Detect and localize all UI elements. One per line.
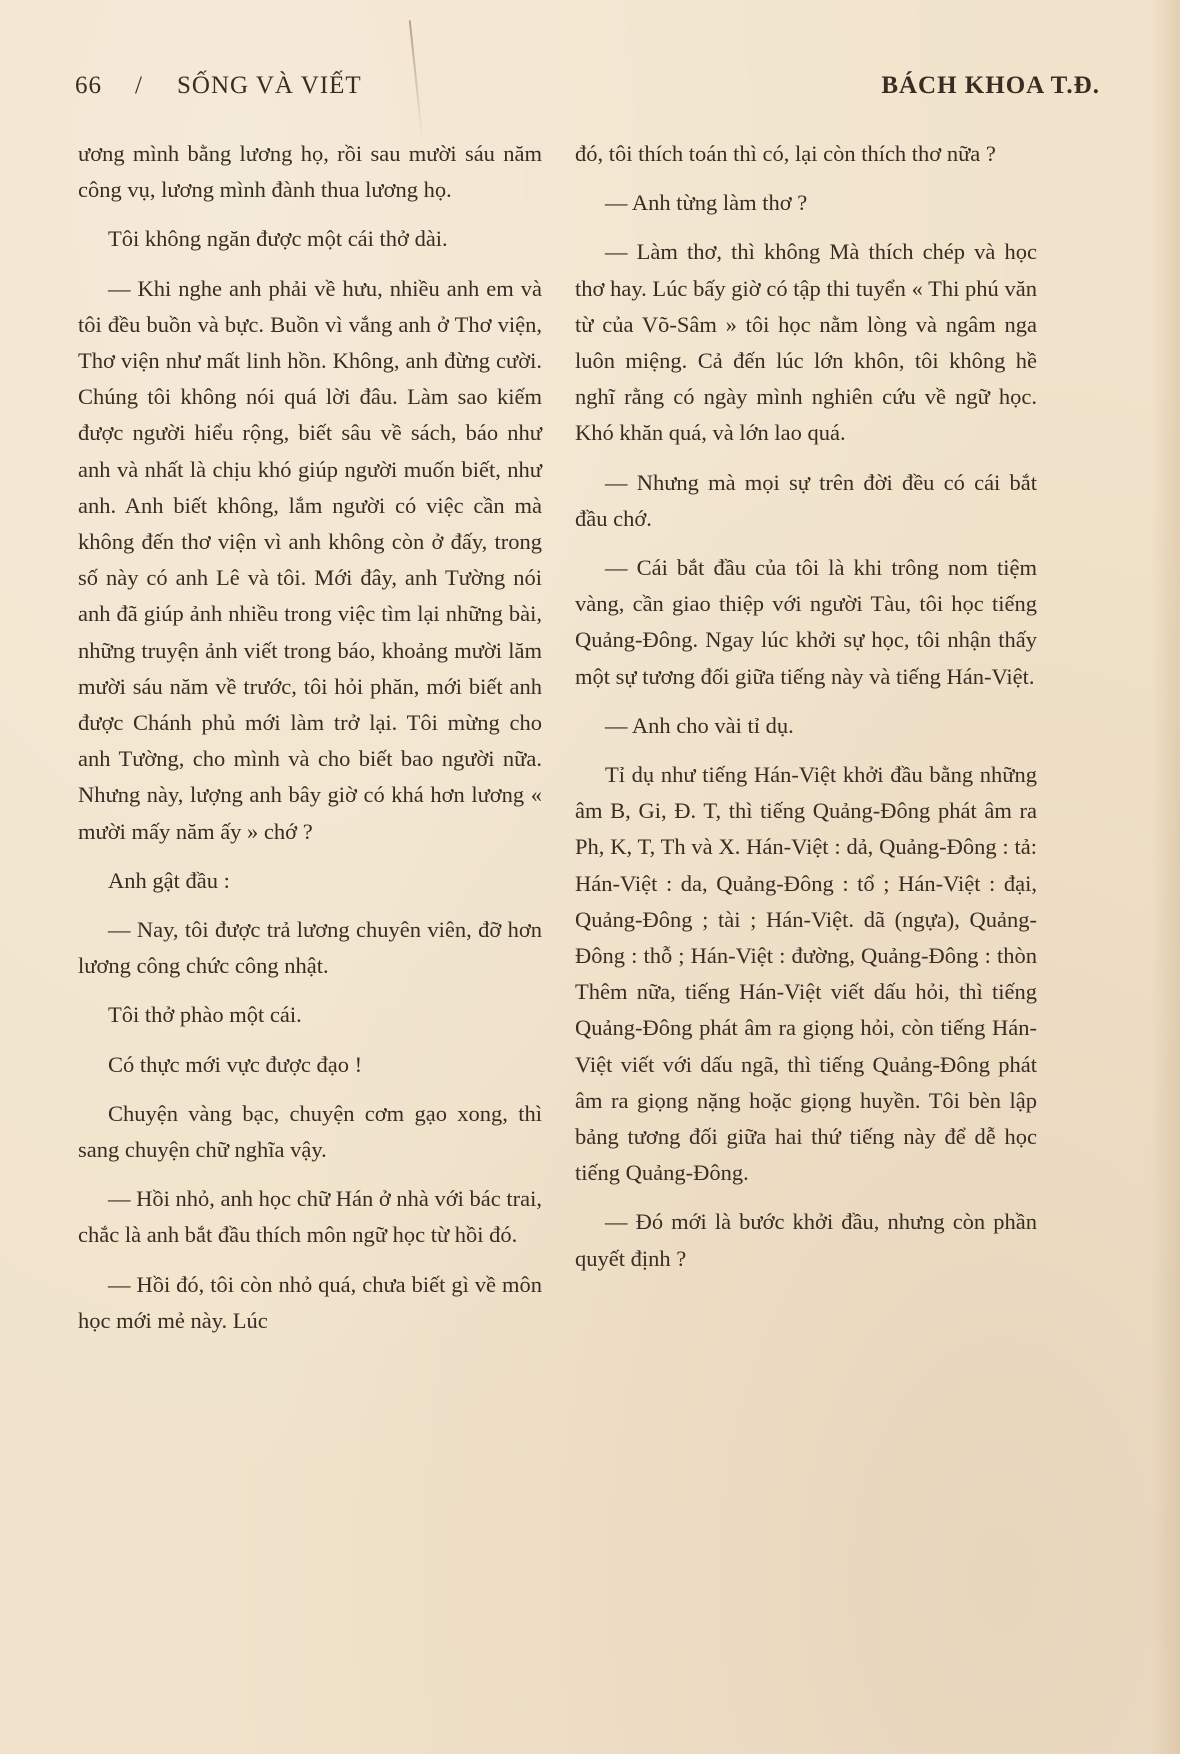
page-number: 66 <box>75 72 102 99</box>
paragraph: — Nhưng mà mọi sự trên đời đều có cái bắt đầu chớ. <box>575 469 1037 531</box>
section-title: SỐNG VÀ VIẾT <box>177 72 362 99</box>
header-separator: / <box>135 72 143 99</box>
paragraph: Tôi thở phào một cái. <box>108 1002 302 1028</box>
paragraph: đó, tôi thích toán thì có, lại còn thích thơ nữa ? <box>575 141 996 166</box>
left-column <box>78 136 542 1352</box>
paragraph: Chuyện vàng bạc, chuyện cơm gạo xong, thì sang chuyện chữ nghĩa vậy. <box>78 1100 542 1163</box>
paragraph: Tôi không ngăn được một cái thở dài. <box>108 226 448 252</box>
paragraph: — Nay, tôi được trả lương chuyên viên, đỡ hơn lương công chức công nhật. <box>78 917 542 979</box>
paragraph: — Anh cho vài tỉ dụ. <box>605 712 794 738</box>
paragraph: — Anh từng làm thơ ? <box>605 190 808 216</box>
paragraph: ương mình bằng lương họ, rồi sau mười sáu năm công vụ, lương mình đành thua lương họ. <box>78 141 542 203</box>
paragraph: — Hồi nhỏ, anh học chữ Hán ở nhà với bác trai, chắc là anh bắt đầu thích môn ngữ học từ hồi đó. <box>78 1186 543 1248</box>
paragraph: — Làm thơ, thì không Mà thích chép và học thơ hay. Lúc bấy giờ có tập thi tuyển « Thi phú văn từ của Võ-Sâm » tôi học nằm lòng và ngâm nga luôn miệng. Cả đến lúc lớn khôn, tôi không hề nghĩ rằng có ngày mình nghiên cứu về ngữ học. Khó khăn quá, và lớn lao quá. <box>575 239 1037 446</box>
right-column <box>575 136 1037 1290</box>
paragraph: Có thực mới vực được đạo ! <box>108 1051 363 1077</box>
paragraph: — Cái bắt đầu của tôi là khi trông nom tiệm vàng, cần giao thiệp với người Tàu, tôi học tiếng Quảng-Đông. Ngay lúc khởi sự học, tôi nhận thấy một sự tương đối giữa tiếng này và tiếng Hán-Việt. <box>575 555 1037 689</box>
paragraph: — Hồi đó, tôi còn nhỏ quá, chưa biết gì về môn học mới mẻ này. Lúc <box>78 1271 542 1333</box>
page-header <box>75 72 1100 112</box>
paragraph: Tỉ dụ như tiếng Hán-Việt khởi đầu bằng những âm B, Gi, Đ. T, thì tiếng Quảng-Đông phát âm ra Ph, K, T, Th và X. Hán-Việt : dả, Quảng-Đông : tả: Hán-Việt : da, Quảng-Đông : tổ ; Hán-Việt : đại, Quảng-Đông ; tài ; Hán-Việt. dã (ngựa), Quảng-Đông : thỗ ; Hán-Việt : đường, Quảng-Đông : thòn Thêm nữa, tiếng Hán-Việt viết dấu hỏi, thì tiếng Quảng-Đông phát âm ra giọng hỏi, còn tiếng Hán-Việt viết với dấu ngã, thì tiếng Quảng-Đông phát âm ra giọng nặng hoặc giọng huyền. Tôi bèn lập bảng tương đối giữa hai thứ tiếng này để dễ học tiếng Quảng-Đông. <box>575 762 1037 1186</box>
page-edge-wear <box>1150 0 1180 1754</box>
paragraph: Anh gật đầu : <box>108 867 230 893</box>
paragraph: — Khi nghe anh phải về hưu, nhiều anh em và tôi đều buồn và bực. Buồn vì vắng anh ở Thơ viện, Thơ viện như mất linh hồn. Không, anh đừng cười. Chúng tôi không nói quá lời đâu. Làm sao kiếm được người hiểu rộng, biết sâu về sách, báo như anh và nhất là chịu khó giúp người muốn biết, như anh. Anh biết không, lắm người có việc cần mà không đến thơ viện vì anh không còn ở đấy, trong số này có anh Lê và tôi. Mới đây, anh Tường nói anh đã giúp ảnh nhiều trong việc tìm lại những bài, những truyện ảnh viết trong báo, khoảng mười lăm mười sáu năm về trước, tôi hỏi phăn, mới biết anh được Chánh phủ mới làm trở lại. Tôi mừng cho anh Tường, cho mình và cho biết bao người nữa. Nhưng này, lượng anh bây giờ có khá hơn lương « mười mấy năm ấy » chớ ? <box>78 275 542 844</box>
paragraph: — Đó mới là bước khởi đầu, nhưng còn phần quyết định ? <box>575 1209 1037 1271</box>
publication-name: BÁCH KHOA T.Đ. <box>881 72 1100 99</box>
